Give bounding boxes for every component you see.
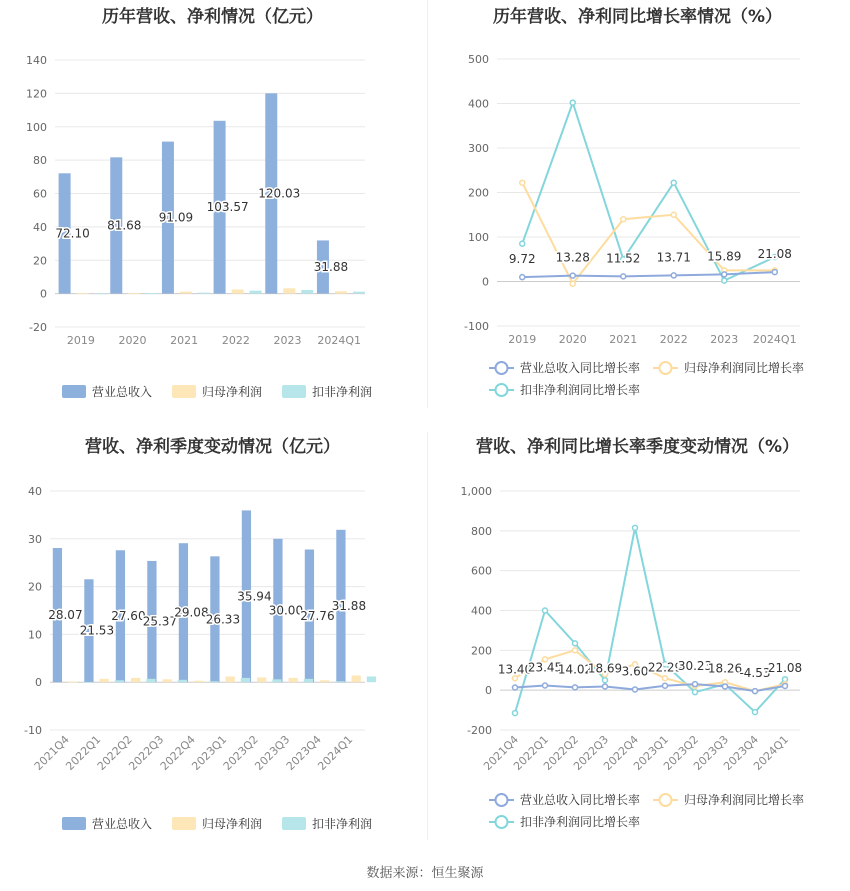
bar-deducted-profit xyxy=(353,292,365,294)
x-tick-label: 2023Q1 xyxy=(631,732,672,773)
point-value-label: 30.23 xyxy=(677,659,713,674)
x-tick-label: 2023 xyxy=(710,333,739,346)
bar-net-profit xyxy=(289,678,298,682)
series-point xyxy=(520,180,525,185)
series-point xyxy=(513,711,518,716)
data-source: 数据来源：恒生聚源 xyxy=(366,866,484,881)
legend-label: 营业总收入同比增长率 xyxy=(520,793,641,807)
y-tick-label: 1,000 xyxy=(460,485,492,498)
chart-svg xyxy=(0,430,425,860)
y-tick-label: 0 xyxy=(35,676,42,690)
quarterly-growth-rate-chart xyxy=(425,430,850,860)
bar-value-label: 29.08 xyxy=(174,605,209,620)
series-point xyxy=(570,100,575,105)
chart-title: 营收、净利同比增长率季度变动情况（%） xyxy=(475,437,800,457)
point-value-label: 21.08 xyxy=(757,247,792,262)
y-tick-label: 120 xyxy=(26,87,47,101)
annual-growth-rate-chart xyxy=(425,0,850,430)
x-tick-label: 2022Q4 xyxy=(601,732,642,773)
point-value-label: 22.29 xyxy=(647,660,683,675)
bar-value-label: 21.53 xyxy=(79,623,115,638)
bar-deducted-profit xyxy=(146,679,155,682)
series-point xyxy=(693,682,698,687)
legend-label: 扣非净利润同比增长率 xyxy=(520,815,641,829)
point-value-label: -4.53 xyxy=(739,666,771,681)
x-tick-label: 2021Q4 xyxy=(31,732,72,773)
series-point xyxy=(663,683,668,688)
legend-label: 营业总收入同比增长率 xyxy=(520,361,641,375)
point-value-label: 23.45 xyxy=(527,660,563,675)
series-point xyxy=(570,281,575,286)
x-tick-label: 2023Q2 xyxy=(661,732,702,773)
series-point xyxy=(722,278,727,283)
legend-label: 扣非净利润 xyxy=(312,817,373,831)
y-tick-label: 40 xyxy=(28,485,42,498)
bar-net-profit xyxy=(131,678,140,682)
bar-deducted-profit xyxy=(146,293,158,294)
x-tick-label: 2022 xyxy=(221,334,250,347)
y-tick-label: 100 xyxy=(26,120,47,134)
chart-svg xyxy=(425,430,850,860)
y-tick-label: 0 xyxy=(482,275,489,289)
bar-net-profit xyxy=(232,289,244,293)
bar-net-profit xyxy=(77,293,89,294)
legend-label: 营业总收入 xyxy=(92,385,153,399)
x-tick-label: 2023Q4 xyxy=(283,732,324,773)
bar-value-label: 81.68 xyxy=(107,218,142,233)
y-tick-label: 0 xyxy=(485,684,492,698)
y-tick-label: 600 xyxy=(471,564,492,578)
point-value-label: 13.40 xyxy=(497,662,533,677)
x-tick-label: 2024Q1 xyxy=(317,334,361,347)
series-point xyxy=(543,683,548,688)
point-value-label: 18.26 xyxy=(707,661,743,676)
bar-net-profit xyxy=(68,682,77,683)
series-point xyxy=(671,180,676,185)
chart-svg xyxy=(0,0,425,430)
legend-marker xyxy=(660,794,672,806)
y-tick-label: 10 xyxy=(28,628,42,642)
series-point xyxy=(772,270,777,275)
y-tick-label: 60 xyxy=(33,187,47,201)
bar-deducted-profit xyxy=(241,678,250,682)
x-tick-label: 2023Q1 xyxy=(189,732,230,773)
series-point xyxy=(783,683,788,688)
series-point xyxy=(603,678,608,683)
bar-deducted-profit xyxy=(301,290,313,294)
series-point xyxy=(753,710,758,715)
legend-label: 扣非净利润 xyxy=(312,385,373,399)
y-tick-label: 40 xyxy=(33,220,47,234)
legend-swatch xyxy=(282,817,306,830)
bar-net-profit xyxy=(194,681,203,682)
series-point xyxy=(513,685,518,690)
point-value-label: 3.60 xyxy=(621,664,649,679)
y-tick-label: 0 xyxy=(40,287,47,301)
legend-label: 扣非净利润同比增长率 xyxy=(520,383,641,397)
y-tick-label: -20 xyxy=(29,321,47,334)
legend-marker xyxy=(496,384,508,396)
point-value-label: 21.08 xyxy=(767,660,803,675)
y-tick-label: 200 xyxy=(468,186,489,200)
bar-value-label: 120.03 xyxy=(258,186,301,201)
series-point xyxy=(573,641,578,646)
legend-marker xyxy=(660,362,672,374)
point-value-label: 15.89 xyxy=(707,249,742,264)
series-line-net-profit-growth xyxy=(522,183,775,284)
legend-marker xyxy=(496,816,508,828)
chart-title: 历年营收、净利同比增长率情况（%） xyxy=(492,7,783,27)
legend-label: 归母净利润同比增长率 xyxy=(684,793,805,807)
bar-deducted-profit xyxy=(209,681,218,682)
y-tick-label: 30 xyxy=(28,532,42,546)
x-tick-label: 2022 xyxy=(659,333,688,346)
point-value-label: 13.71 xyxy=(656,250,691,265)
x-tick-label: 2022Q2 xyxy=(541,732,582,773)
series-point xyxy=(603,684,608,689)
y-tick-label: 200 xyxy=(471,644,492,658)
bar-net-profit xyxy=(180,292,192,294)
legend-swatch xyxy=(62,817,86,830)
x-tick-label: 2023 xyxy=(273,334,302,347)
chart-svg xyxy=(425,0,850,430)
series-point xyxy=(671,212,676,217)
series-point xyxy=(722,272,727,277)
y-tick-label: 500 xyxy=(468,53,489,66)
bar-value-label: 35.94 xyxy=(237,589,272,604)
bar-value-label: 31.88 xyxy=(313,260,349,275)
bar-deducted-profit xyxy=(178,680,187,682)
chart-title: 营收、净利季度变动情况（亿元） xyxy=(85,437,340,457)
bar-deducted-profit xyxy=(83,682,92,683)
bar-value-label: 72.10 xyxy=(55,226,90,241)
x-tick-label: 2023Q4 xyxy=(721,732,762,773)
point-value-label: 13.28 xyxy=(555,250,590,265)
series-point xyxy=(621,217,626,222)
legend-label: 营业总收入 xyxy=(92,817,153,831)
legend-swatch xyxy=(172,385,196,398)
bar-net-profit xyxy=(163,679,172,682)
series-point xyxy=(723,684,728,689)
y-tick-label: -200 xyxy=(467,724,492,737)
series-point xyxy=(570,273,575,278)
x-tick-label: 2021Q4 xyxy=(481,732,522,773)
bar-net-profit xyxy=(352,676,361,683)
x-tick-label: 2022Q3 xyxy=(126,732,167,773)
x-tick-label: 2022Q3 xyxy=(571,732,612,773)
x-tick-label: 2022Q2 xyxy=(94,732,135,773)
bar-net-profit xyxy=(257,677,266,682)
x-tick-label: 2022Q1 xyxy=(63,732,104,773)
series-line-revenue-growth xyxy=(522,272,775,277)
bar-deducted-profit xyxy=(198,293,210,294)
series-point xyxy=(573,648,578,653)
bar-deducted-profit xyxy=(95,293,107,294)
legend-swatch xyxy=(62,385,86,398)
bar-deducted-profit xyxy=(115,680,124,682)
x-tick-label: 2020 xyxy=(118,334,147,347)
x-tick-label: 2019 xyxy=(508,333,537,346)
series-point xyxy=(573,685,578,690)
bar-deducted-profit xyxy=(335,681,344,682)
x-tick-label: 2022Q1 xyxy=(511,732,552,773)
x-tick-label: 2021 xyxy=(609,333,638,346)
bar-deducted-profit xyxy=(272,679,281,682)
legend-swatch xyxy=(172,817,196,830)
y-tick-label: 800 xyxy=(471,524,492,538)
y-tick-label: 140 xyxy=(26,54,47,67)
point-value-label: 11.52 xyxy=(606,251,641,266)
bar-net-profit xyxy=(100,679,109,682)
point-value-label: 14.02 xyxy=(557,662,593,677)
x-tick-label: 2021 xyxy=(170,334,199,347)
legend-marker xyxy=(496,794,508,806)
legend-label: 归母净利润同比增长率 xyxy=(684,361,805,375)
y-tick-label: 400 xyxy=(468,97,489,111)
x-tick-label: 2024Q1 xyxy=(752,333,797,346)
quarterly-revenue-profit-chart xyxy=(0,430,425,860)
legend-marker xyxy=(496,362,508,374)
y-tick-label: -10 xyxy=(24,724,42,737)
x-tick-label: 2022Q4 xyxy=(157,732,198,773)
bar-value-label: 28.07 xyxy=(48,608,83,623)
bar-deducted-profit xyxy=(304,679,313,682)
series-point xyxy=(520,241,525,246)
series-point xyxy=(663,676,668,681)
series-point xyxy=(621,274,626,279)
bar-deducted-profit xyxy=(250,291,262,294)
y-tick-label: -100 xyxy=(464,320,489,333)
bar-value-label: 26.33 xyxy=(205,612,241,627)
x-tick-label: 2023Q3 xyxy=(252,732,293,773)
bar-net-profit xyxy=(128,293,140,294)
x-tick-label: 2023Q3 xyxy=(691,732,732,773)
bar-net-profit xyxy=(335,291,347,293)
bar-net-profit xyxy=(283,288,295,293)
series-point xyxy=(671,273,676,278)
chart-title: 历年营收、净利情况（亿元） xyxy=(102,7,323,27)
point-value-label: 18.69 xyxy=(587,661,623,676)
bar-net-profit xyxy=(226,676,235,682)
y-tick-label: 20 xyxy=(28,580,42,594)
x-tick-label: 2024Q1 xyxy=(751,732,792,773)
series-point xyxy=(633,525,638,530)
series-point xyxy=(520,275,525,280)
bar-net-profit xyxy=(320,680,329,682)
x-tick-label: 2023Q2 xyxy=(220,732,261,773)
legend-label: 归母净利润 xyxy=(202,385,263,399)
x-tick-label: 2019 xyxy=(66,334,95,347)
bar-value-label: 103.57 xyxy=(206,200,249,215)
y-tick-label: 300 xyxy=(468,142,489,155)
series-point xyxy=(543,608,548,613)
bar-value-label: 30.00 xyxy=(268,603,304,618)
y-tick-label: 400 xyxy=(471,604,492,618)
annual-revenue-profit-chart xyxy=(0,0,425,430)
x-tick-label: 2024Q1 xyxy=(315,732,356,773)
bar-value-label: 31.88 xyxy=(331,599,367,614)
bar-deducted-profit xyxy=(367,676,376,682)
x-tick-label: 2020 xyxy=(558,333,587,346)
y-tick-label: 100 xyxy=(468,231,489,244)
series-point xyxy=(693,690,698,695)
y-tick-label: 20 xyxy=(33,254,47,268)
series-point xyxy=(633,687,638,692)
bar-value-label: 27.60 xyxy=(111,609,146,624)
bar-value-label: 27.76 xyxy=(300,608,335,623)
series-point xyxy=(753,689,758,694)
legend-label: 归母净利润 xyxy=(202,817,263,831)
bar-value-label: 91.09 xyxy=(158,210,194,225)
legend-swatch xyxy=(282,385,306,398)
point-value-label: 9.72 xyxy=(508,252,536,267)
bar-value-label: 25.37 xyxy=(142,614,178,629)
y-tick-label: 80 xyxy=(33,154,47,168)
